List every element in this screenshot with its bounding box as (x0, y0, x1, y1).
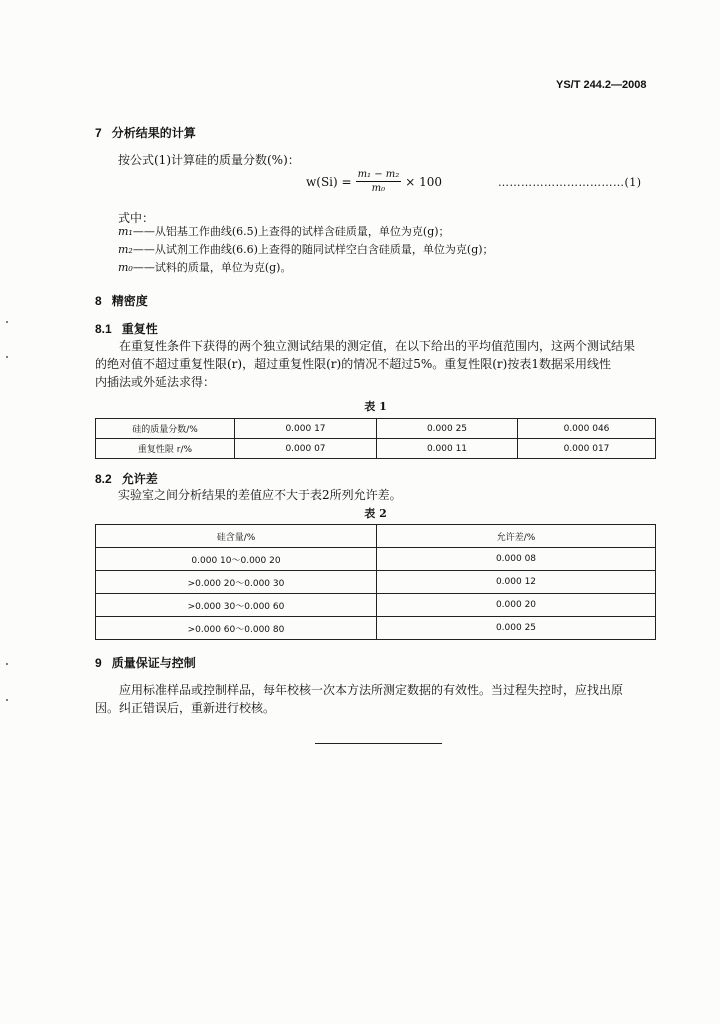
formula-lhs: w(Si) = (306, 174, 352, 189)
table-1 (95, 418, 656, 459)
formula-tail: × 100 (405, 174, 443, 189)
variable-description: ——从试剂工作曲线(6.6)上查得的随同试样空白含硅质量，单位为克(g)； (132, 243, 494, 256)
section-7-heading (95, 124, 196, 141)
formula-numerator: m₁ − m₂ (357, 169, 400, 180)
table-cell: >0.000 20～0.000 30 (96, 571, 377, 594)
table-header-cell: 硅含量/% (96, 525, 377, 548)
table-row (96, 617, 656, 640)
variable-symbol: m₂ (118, 243, 133, 256)
scan-speck (6, 663, 8, 665)
where-label: 式中： (118, 211, 155, 225)
paragraph-line: 内插法或外延法求得： (95, 375, 216, 389)
table-2-caption-wrap (95, 505, 656, 521)
section-7-title: 分析结果的计算 (111, 126, 196, 140)
section-8-heading (95, 292, 148, 309)
table-1-caption-wrap (95, 398, 656, 414)
table-row (96, 571, 656, 594)
variable-description: ——试料的质量，单位为克(g)。 (132, 261, 292, 274)
table-cell: 0.000 11 (377, 439, 518, 459)
table-row (96, 594, 656, 617)
table-cell: >0.000 30～0.000 60 (96, 594, 377, 617)
section-8-2-number: 8.2 (95, 472, 112, 486)
variable-item (118, 223, 494, 241)
variable-item (118, 259, 494, 277)
section-8-2-text: 实验室之间分析结果的差值应不大于表2所列允许差。 (118, 488, 402, 502)
scan-speck (6, 356, 8, 358)
equation-number: ……………………………(1) (498, 176, 642, 189)
section-9-heading (95, 654, 196, 671)
section-9-paragraph (95, 681, 660, 717)
variable-symbol: m₁ (118, 225, 133, 238)
section-7-intro: 按公式(1)计算硅的质量分数(%)： (118, 153, 300, 167)
variable-description: ——从铝基工作曲线(6.5)上查得的试样含硅质量，单位为克(g)； (132, 225, 450, 238)
scan-speck (6, 321, 8, 323)
table-cell: 0.000 25 (377, 617, 656, 640)
table-cell: 硅的质量分数/% (96, 419, 235, 439)
paragraph-line: 应用标准样品或控制样品，每年校核一次本方法所测定数据的有效性。当过程失控时，应找出原 (119, 683, 624, 697)
paragraph-line: 的绝对值不超过重复性限(r)，超过重复性限(r)的情况不超过5%。重复性限(r)按表1数据采用线性 (95, 357, 611, 371)
table-header-row (96, 525, 656, 548)
formula (306, 168, 442, 195)
table-cell: 0.000 046 (518, 419, 656, 439)
section-9-number: 9 (95, 656, 102, 670)
table-row (96, 419, 656, 439)
scan-speck (6, 699, 8, 701)
section-8-1-heading (95, 320, 158, 337)
section-8-1-paragraph (95, 337, 660, 391)
table-cell: >0.000 60～0.000 80 (96, 617, 377, 640)
section-8-title: 精密度 (111, 294, 148, 308)
table-cell: 0.000 10～0.000 20 (96, 548, 377, 571)
standard-code: YS/T 244.2—2008 (556, 79, 647, 91)
table-cell: 0.000 17 (235, 419, 377, 439)
table-row (96, 439, 656, 459)
table-cell: 0.000 12 (377, 571, 656, 594)
table-2 (95, 524, 656, 640)
section-8-2-title: 允许差 (121, 472, 158, 486)
section-9-title: 质量保证与控制 (111, 656, 196, 670)
paragraph-line: 因。纠正错误后，重新进行校核。 (95, 701, 276, 715)
table-cell: 0.000 20 (377, 594, 656, 617)
paragraph-line: 在重复性条件下获得的两个独立测试结果的测定值，在以下给出的平均值范围内，这两个测试结果 (119, 339, 636, 353)
formula-denominator: m₀ (371, 183, 386, 194)
table-cell: 0.000 25 (377, 419, 518, 439)
section-8-number: 8 (95, 294, 102, 308)
end-rule (315, 743, 442, 744)
table-header-cell: 允许差/% (377, 525, 656, 548)
variable-symbol: m₀ (118, 261, 133, 274)
formula-fraction (356, 168, 402, 195)
section-8-2-heading (95, 470, 158, 487)
table-cell: 0.000 08 (377, 548, 656, 571)
table-cell: 重复性限 r/% (96, 439, 235, 459)
section-8-1-number: 8.1 (95, 322, 112, 336)
variable-list (118, 223, 494, 277)
variable-item (118, 241, 494, 259)
section-7-number: 7 (95, 126, 102, 140)
table-2-title: 表 2 (364, 507, 387, 520)
table-1-title: 表 1 (364, 400, 387, 413)
table-cell: 0.000 07 (235, 439, 377, 459)
section-8-1-title: 重复性 (121, 322, 158, 336)
table-cell: 0.000 017 (518, 439, 656, 459)
table-row (96, 548, 656, 571)
